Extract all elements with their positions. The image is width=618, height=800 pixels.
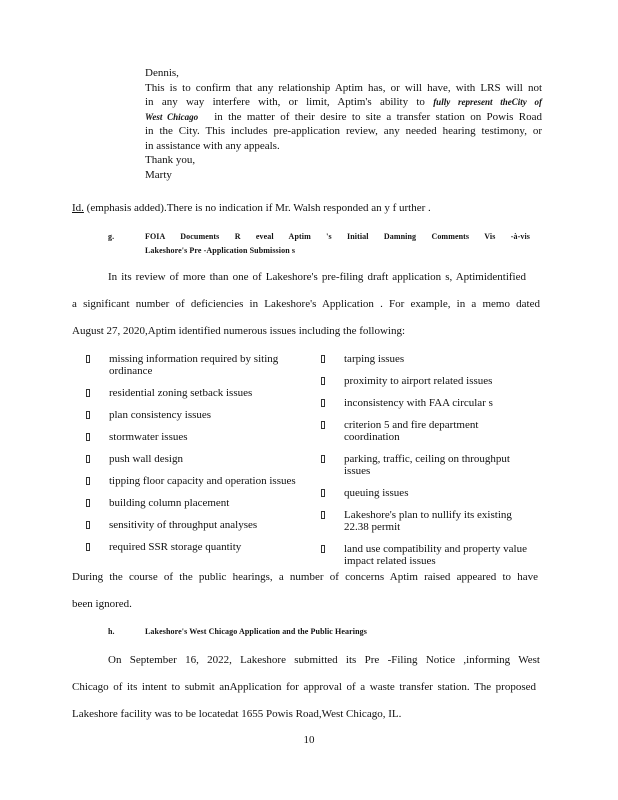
bullet-icon [86, 455, 90, 463]
section-heading-h-text: Lakeshore's West Chicago Application and the Public Hearings [145, 627, 367, 636]
email-line-4: in the City. This includes pre-application review, any needed hearing testimony, or [145, 125, 542, 137]
list-item: tipping floor capacity and operation issues [86, 475, 301, 487]
paragraph-hearings-line2: been ignored. [72, 598, 132, 610]
bullet-icon [86, 499, 90, 507]
email-line-3 [145, 110, 542, 125]
bullet-icon [86, 411, 90, 419]
paragraph-sept-line2: Chicago of its intent to submit anApplication for approval of a waste transfer station. The proposed [72, 681, 536, 693]
paragraph-review-line1: In its review of more than one of Lakeshore's pre-filing draft application s, Aptimidentified [108, 271, 526, 283]
bullet-icon [321, 377, 325, 385]
email-italic-phrase-2: West Chicago [145, 111, 199, 122]
bullet-icon [86, 543, 90, 551]
id-line-text: (emphasis added).There is no indication if Mr. Walsh responded an y f urther . [83, 202, 431, 214]
list-item: Lakeshore's plan to nullify its existing 22.38 permit [321, 509, 536, 533]
paragraph-sept-line3: Lakeshore facility was to be locatedat 1655 Powis Road,West Chicago, IL. [72, 708, 402, 720]
list-item: residential zoning setback issues [86, 387, 301, 399]
list-item: stormwater issues [86, 431, 301, 443]
email-italic-phrase: fully represent theCity of [433, 97, 542, 107]
email-line-1: This is to confirm that any relationship Aptim has, or will have, with LRS will not [145, 81, 542, 94]
email-salutation: Dennis, [145, 67, 179, 79]
list-item: plan consistency issues [86, 409, 301, 421]
quoted-email [145, 66, 542, 182]
id-citation-line [72, 202, 431, 214]
list-item: inconsistency with FAA circular s [321, 397, 536, 409]
bullet-icon [321, 355, 325, 363]
bullet-icon [321, 421, 325, 429]
bullet-icon [321, 545, 325, 553]
section-heading-h-letter: h. [108, 627, 115, 636]
issues-list-right [321, 353, 536, 577]
list-item: sensitivity of throughput analyses [86, 519, 301, 531]
list-item: tarping issues [321, 353, 536, 365]
bullet-icon [321, 511, 325, 519]
id-citation: Id. [72, 202, 84, 214]
email-line-2 [145, 95, 542, 110]
list-item: proximity to airport related issues [321, 375, 536, 387]
bullet-icon [86, 477, 90, 485]
email-line-5: in assistance with any appeals. [145, 139, 280, 152]
paragraph-review-line2: a significant number of deficiencies in Lakeshore's Application . For example, in a memo dated [72, 298, 540, 310]
paragraph-sept-line1: On September 16, 2022, Lakeshore submitted its Pre -Filing Notice ,informing West [108, 654, 540, 666]
list-item: missing information required by siting ordinance [86, 353, 301, 377]
email-closing: Thank you, [145, 154, 196, 166]
issues-list-left [86, 353, 301, 563]
list-item: criterion 5 and fire department coordination [321, 419, 536, 443]
bullet-icon [321, 399, 325, 407]
paragraph-review-line3: August 27, 2020,Aptim identified numerous issues including the following: [72, 325, 406, 337]
bullet-icon [86, 521, 90, 529]
list-item: land use compatibility and property value impact related issues [321, 543, 536, 567]
list-item: queuing issues [321, 487, 536, 499]
bullet-icon [86, 355, 90, 363]
page-number: 10 [303, 734, 315, 746]
list-item: push wall design [86, 453, 301, 465]
section-heading-g-line2: Lakeshore's Pre -Application Submission s [145, 246, 296, 255]
list-item: building column placement [86, 497, 301, 509]
bullet-icon [321, 455, 325, 463]
paragraph-hearings-line1: During the course of the public hearings, a number of concerns Aptim raised appeared to have [72, 571, 538, 583]
bullet-icon [86, 389, 90, 397]
email-line-3-text: in the matter of their desire to site a transfer station on Powis Road [214, 110, 542, 123]
email-signature: Marty [145, 168, 172, 181]
section-heading-g-line1: FOIA Documents R eveal Aptim 's Initial Damning Comments Vis -à-vis [145, 232, 530, 241]
email-line-2-text: in any way interfere with, or limit, Aptim's ability to [145, 96, 434, 108]
list-item: required SSR storage quantity [86, 541, 301, 553]
list-item: parking, traffic, ceiling on throughput issues [321, 453, 536, 477]
bullet-icon [86, 433, 90, 441]
bullet-icon [321, 489, 325, 497]
section-heading-g-letter: g. [108, 232, 115, 241]
